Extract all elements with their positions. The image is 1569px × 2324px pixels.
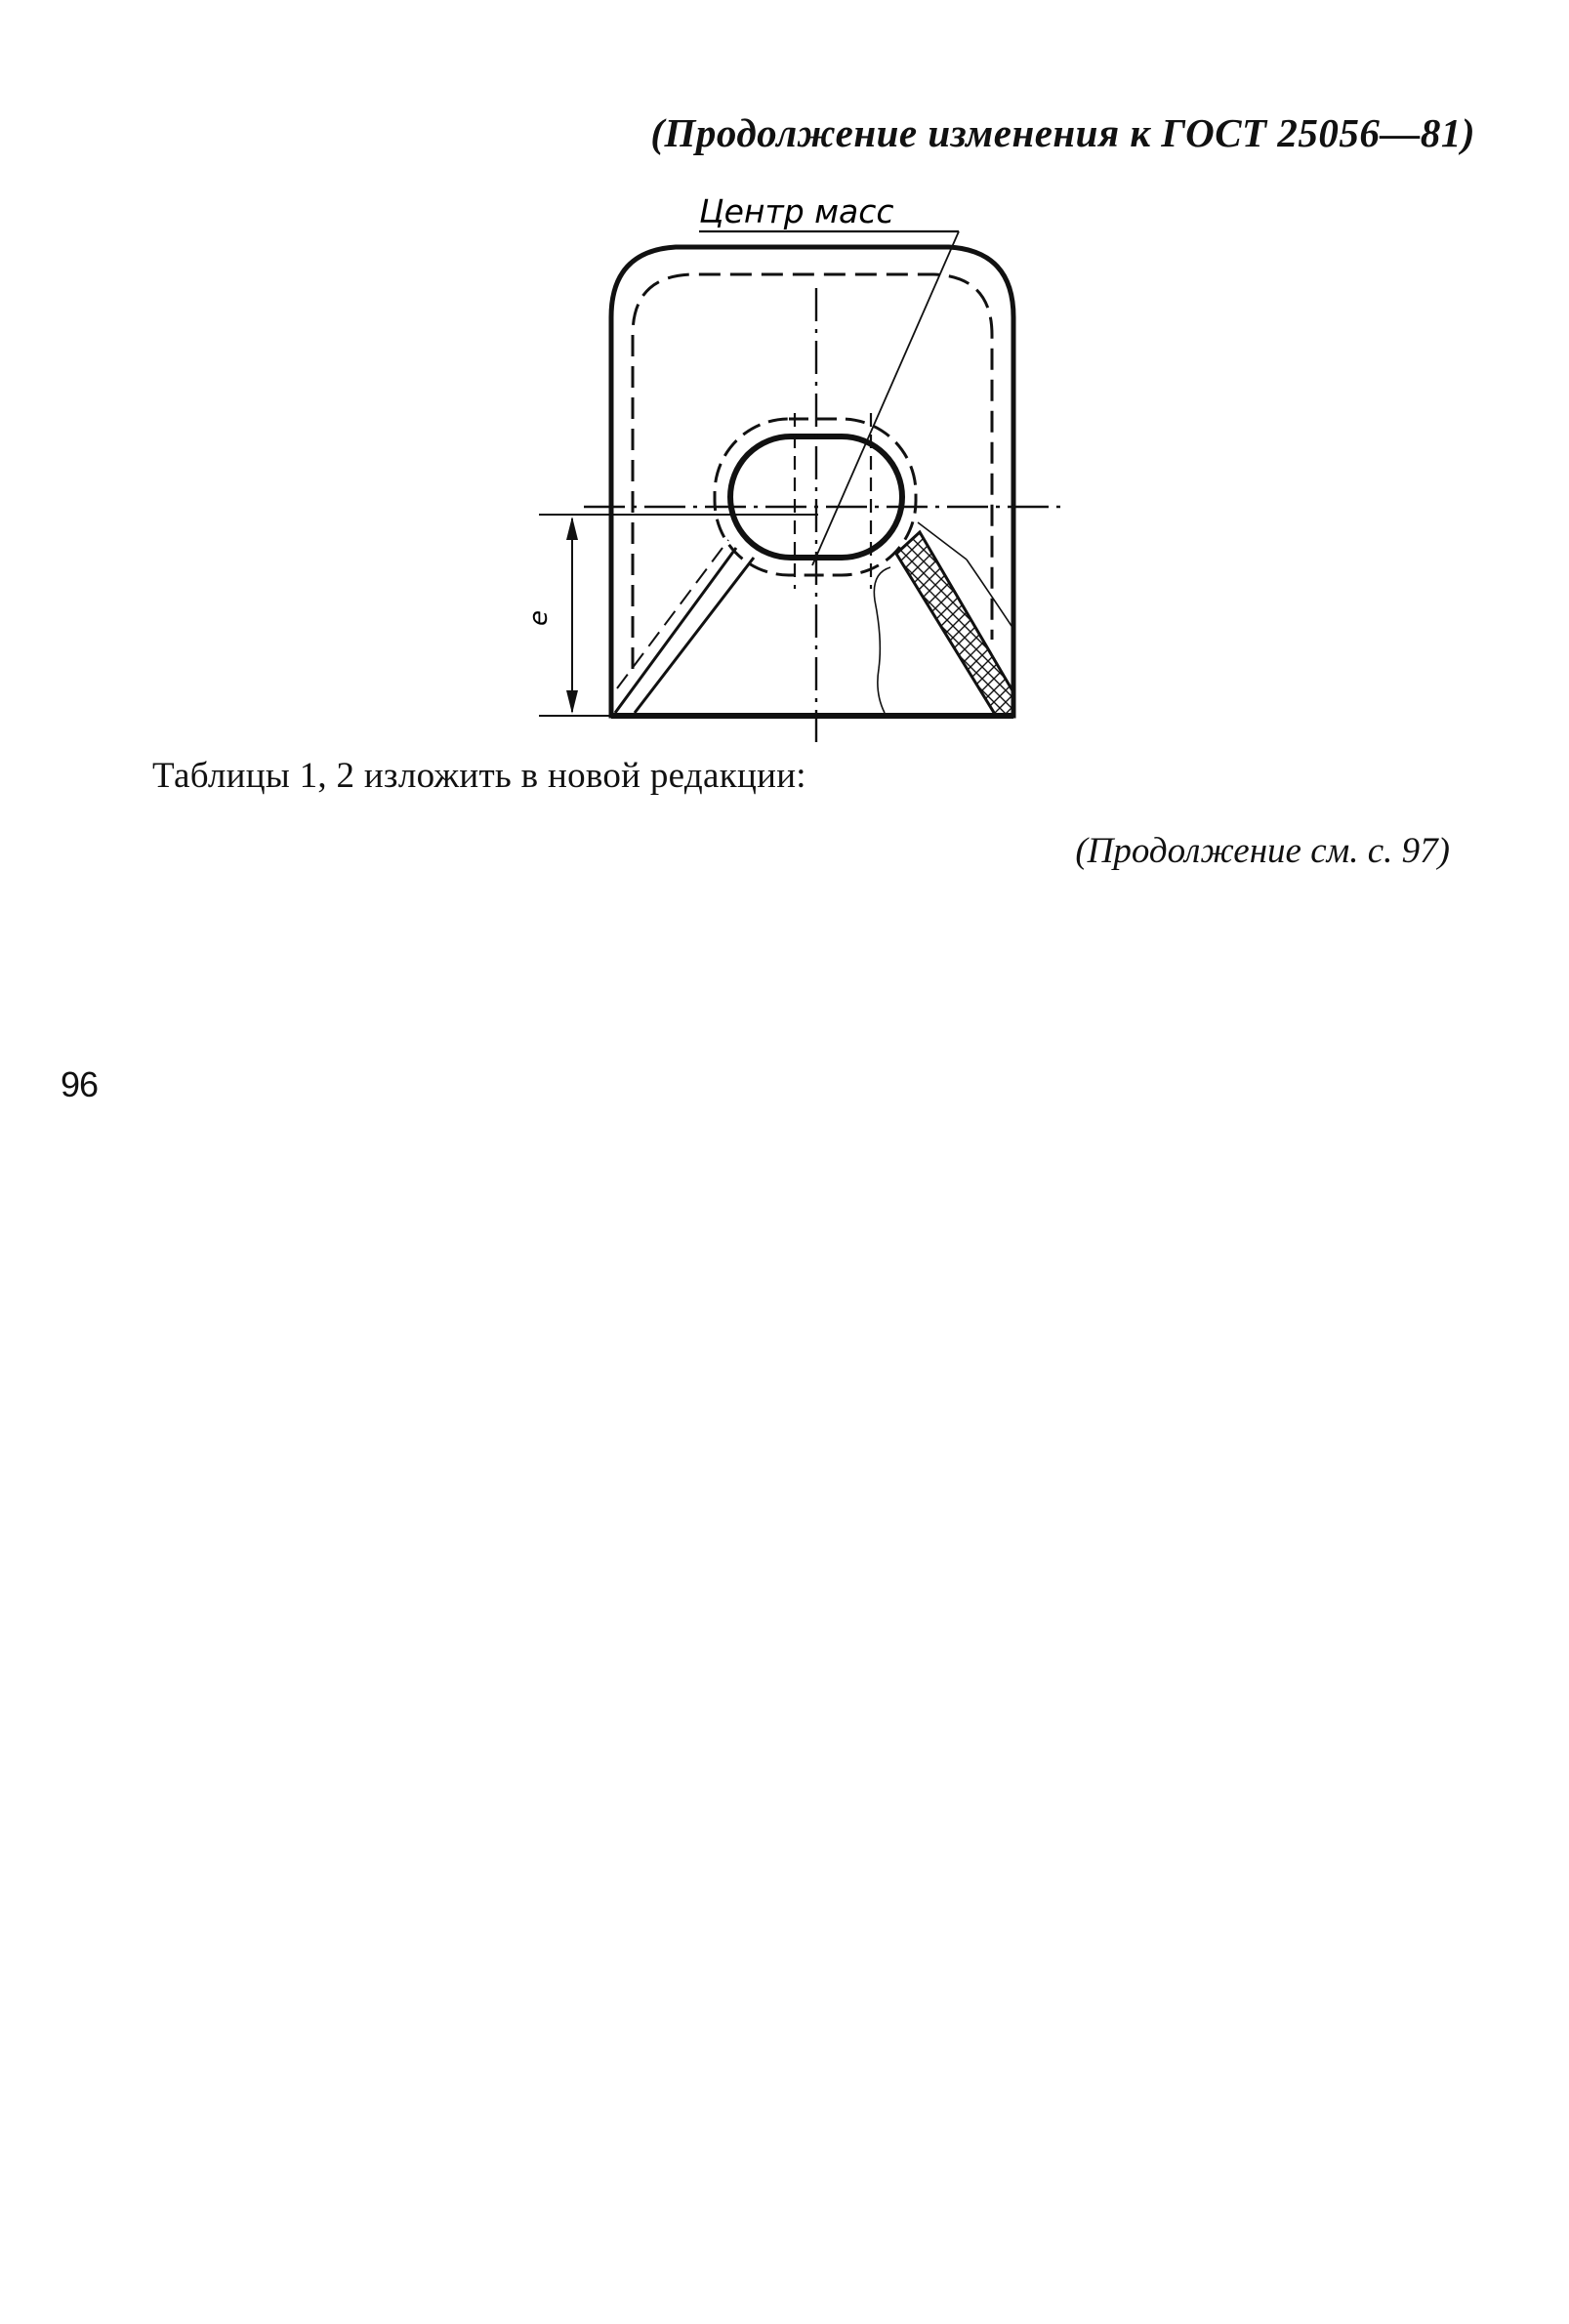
technical-drawing-svg (508, 181, 1074, 747)
mass-center-label: Центр масс (699, 192, 894, 230)
dimension-arrow-top (566, 517, 578, 540)
body-text: Таблицы 1, 2 изложить в новой редакции: (152, 756, 806, 796)
technical-drawing (508, 181, 1074, 747)
dimension-arrow-bottom (566, 690, 578, 714)
right-rib-curve (967, 560, 1012, 626)
continuation-note: (Продолжение см. с. 97) (1075, 831, 1450, 871)
dimension-label-e: e (524, 610, 554, 626)
break-line (874, 567, 890, 713)
continuation-header: (Продолжение изменения к ГОСТ 25056—81) (650, 110, 1475, 155)
page-number: 96 (61, 1064, 99, 1104)
mass-center-leader (812, 231, 959, 565)
right-rib-section (896, 532, 1013, 716)
left-rib-line-inner (635, 558, 754, 713)
